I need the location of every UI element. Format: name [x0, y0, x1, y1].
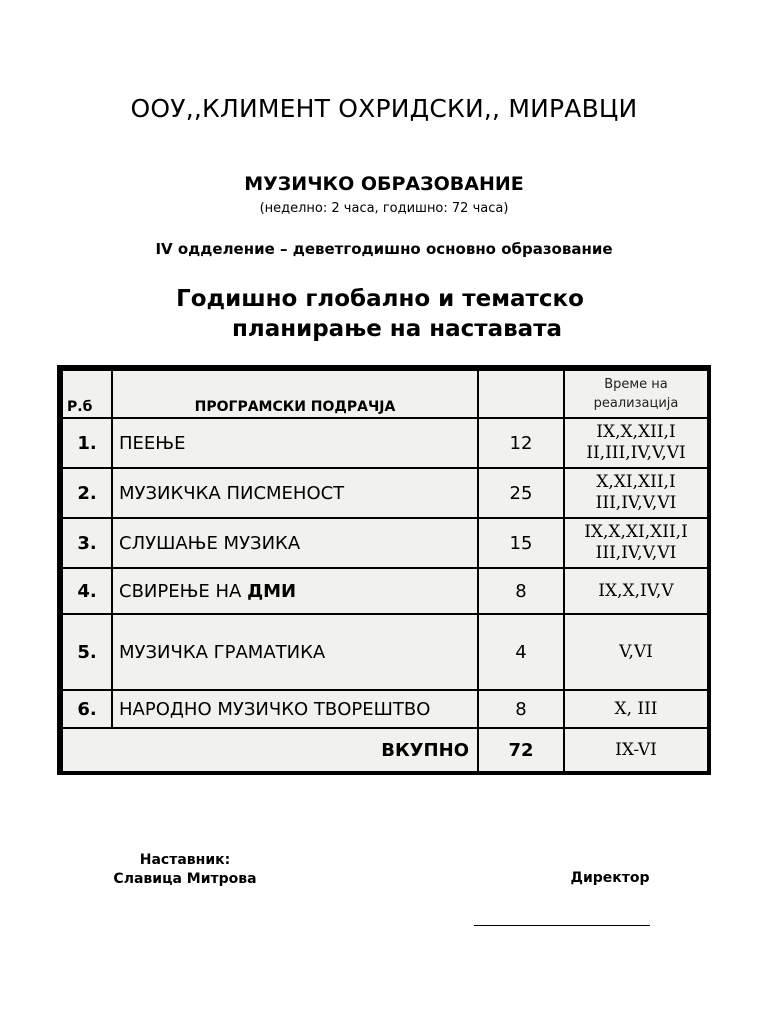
- row-area-text: СЛУШАЊЕ МУЗИКА: [119, 532, 301, 554]
- row-area: [112, 568, 478, 614]
- row-number: 3.: [62, 518, 112, 568]
- row-period: [564, 690, 708, 728]
- row-count: 8: [478, 690, 564, 728]
- row-area: [112, 418, 478, 468]
- grade-line: IV одделение – деветгодишно основно образование: [155, 240, 613, 258]
- planning-table: [61, 369, 709, 773]
- row-period-line1: IX,X,XII,I: [596, 422, 676, 442]
- row-area-text: СВИРЕЊЕ НА: [119, 580, 248, 602]
- row-period-line1: X,XI,XII,I: [596, 472, 676, 492]
- row-period-line1: IX,X,IV,V: [598, 580, 674, 601]
- plan-title-line1: Годишно глобално и тематско: [176, 286, 584, 312]
- teacher-block: [100, 851, 270, 889]
- row-period-line2: II,III,IV,V,VI: [586, 443, 686, 463]
- director-label: Директор: [570, 870, 650, 886]
- row-period-line2: III,IV,V,VI: [595, 493, 677, 513]
- row-number: 1.: [62, 418, 112, 468]
- header-time-line1: Време на: [604, 377, 668, 392]
- table-row: [62, 518, 708, 568]
- subject-title: МУЗИЧКО ОБРАЗОВАНИЕ: [244, 173, 524, 195]
- row-period: [564, 518, 708, 568]
- row-number: 2.: [62, 468, 112, 518]
- row-area-bold-text: ДМИ: [247, 580, 297, 602]
- header-program-areas: ПРОГРАМСКИ ПОДРАЧЈА: [112, 370, 478, 418]
- row-period-line1: V,VI: [619, 641, 653, 662]
- row-count: 8: [478, 568, 564, 614]
- header-realization-time: [564, 370, 708, 418]
- row-period: [564, 418, 708, 468]
- row-period-line2: III,IV,V,VI: [595, 543, 677, 563]
- row-number: 5.: [62, 614, 112, 690]
- table-row: [62, 614, 708, 690]
- row-period-line1: IX,X,XI,XII,I: [584, 522, 688, 542]
- table-total-row: [62, 728, 708, 772]
- header-count: [478, 370, 564, 418]
- header-rb: Р.б: [62, 370, 112, 418]
- table-row: [62, 418, 708, 468]
- row-period: [564, 614, 708, 690]
- row-count: 25: [478, 468, 564, 518]
- row-number: 4.: [62, 568, 112, 614]
- table-header-row: [62, 370, 708, 418]
- plan-title-line2: планирање на наставата: [231, 316, 563, 342]
- total-count: 72: [478, 728, 564, 772]
- total-period: IX-VI: [564, 728, 708, 772]
- row-area: [112, 518, 478, 568]
- hours-note: (неделно: 2 часа, годишно: 72 часа): [259, 201, 509, 216]
- row-area: [112, 468, 478, 518]
- teacher-label: Наставник:: [139, 852, 231, 868]
- table-row: [62, 690, 708, 728]
- row-area-text: МУЗИКЧКА ПИСМЕНОСТ: [119, 482, 345, 504]
- signature-line: [474, 925, 650, 926]
- row-area: [112, 614, 478, 690]
- teacher-name: Славица Митрова: [113, 871, 257, 887]
- table-row: [62, 468, 708, 518]
- plan-title: [0, 284, 768, 344]
- row-area-text: ПЕЕЊЕ: [119, 432, 186, 454]
- planning-table-frame: [57, 365, 711, 775]
- row-number: 6.: [62, 690, 112, 728]
- row-count: 12: [478, 418, 564, 468]
- row-area: [112, 690, 478, 728]
- row-period-line1: X, III: [614, 698, 658, 719]
- row-count: 4: [478, 614, 564, 690]
- header-time-line2: реализација: [593, 396, 679, 411]
- total-label: ВКУПНО: [62, 728, 478, 772]
- row-period: [564, 568, 708, 614]
- row-period: [564, 468, 708, 518]
- row-area-text: НАРОДНО МУЗИЧКО ТВОРЕШТВО: [119, 698, 431, 720]
- row-area-text: МУЗИЧКА ГРАМАТИКА: [119, 641, 326, 663]
- row-count: 15: [478, 518, 564, 568]
- table-row: [62, 568, 708, 614]
- school-name: ООУ,,КЛИМЕНТ ОХРИДСКИ,, МИРАВЦИ: [130, 94, 638, 123]
